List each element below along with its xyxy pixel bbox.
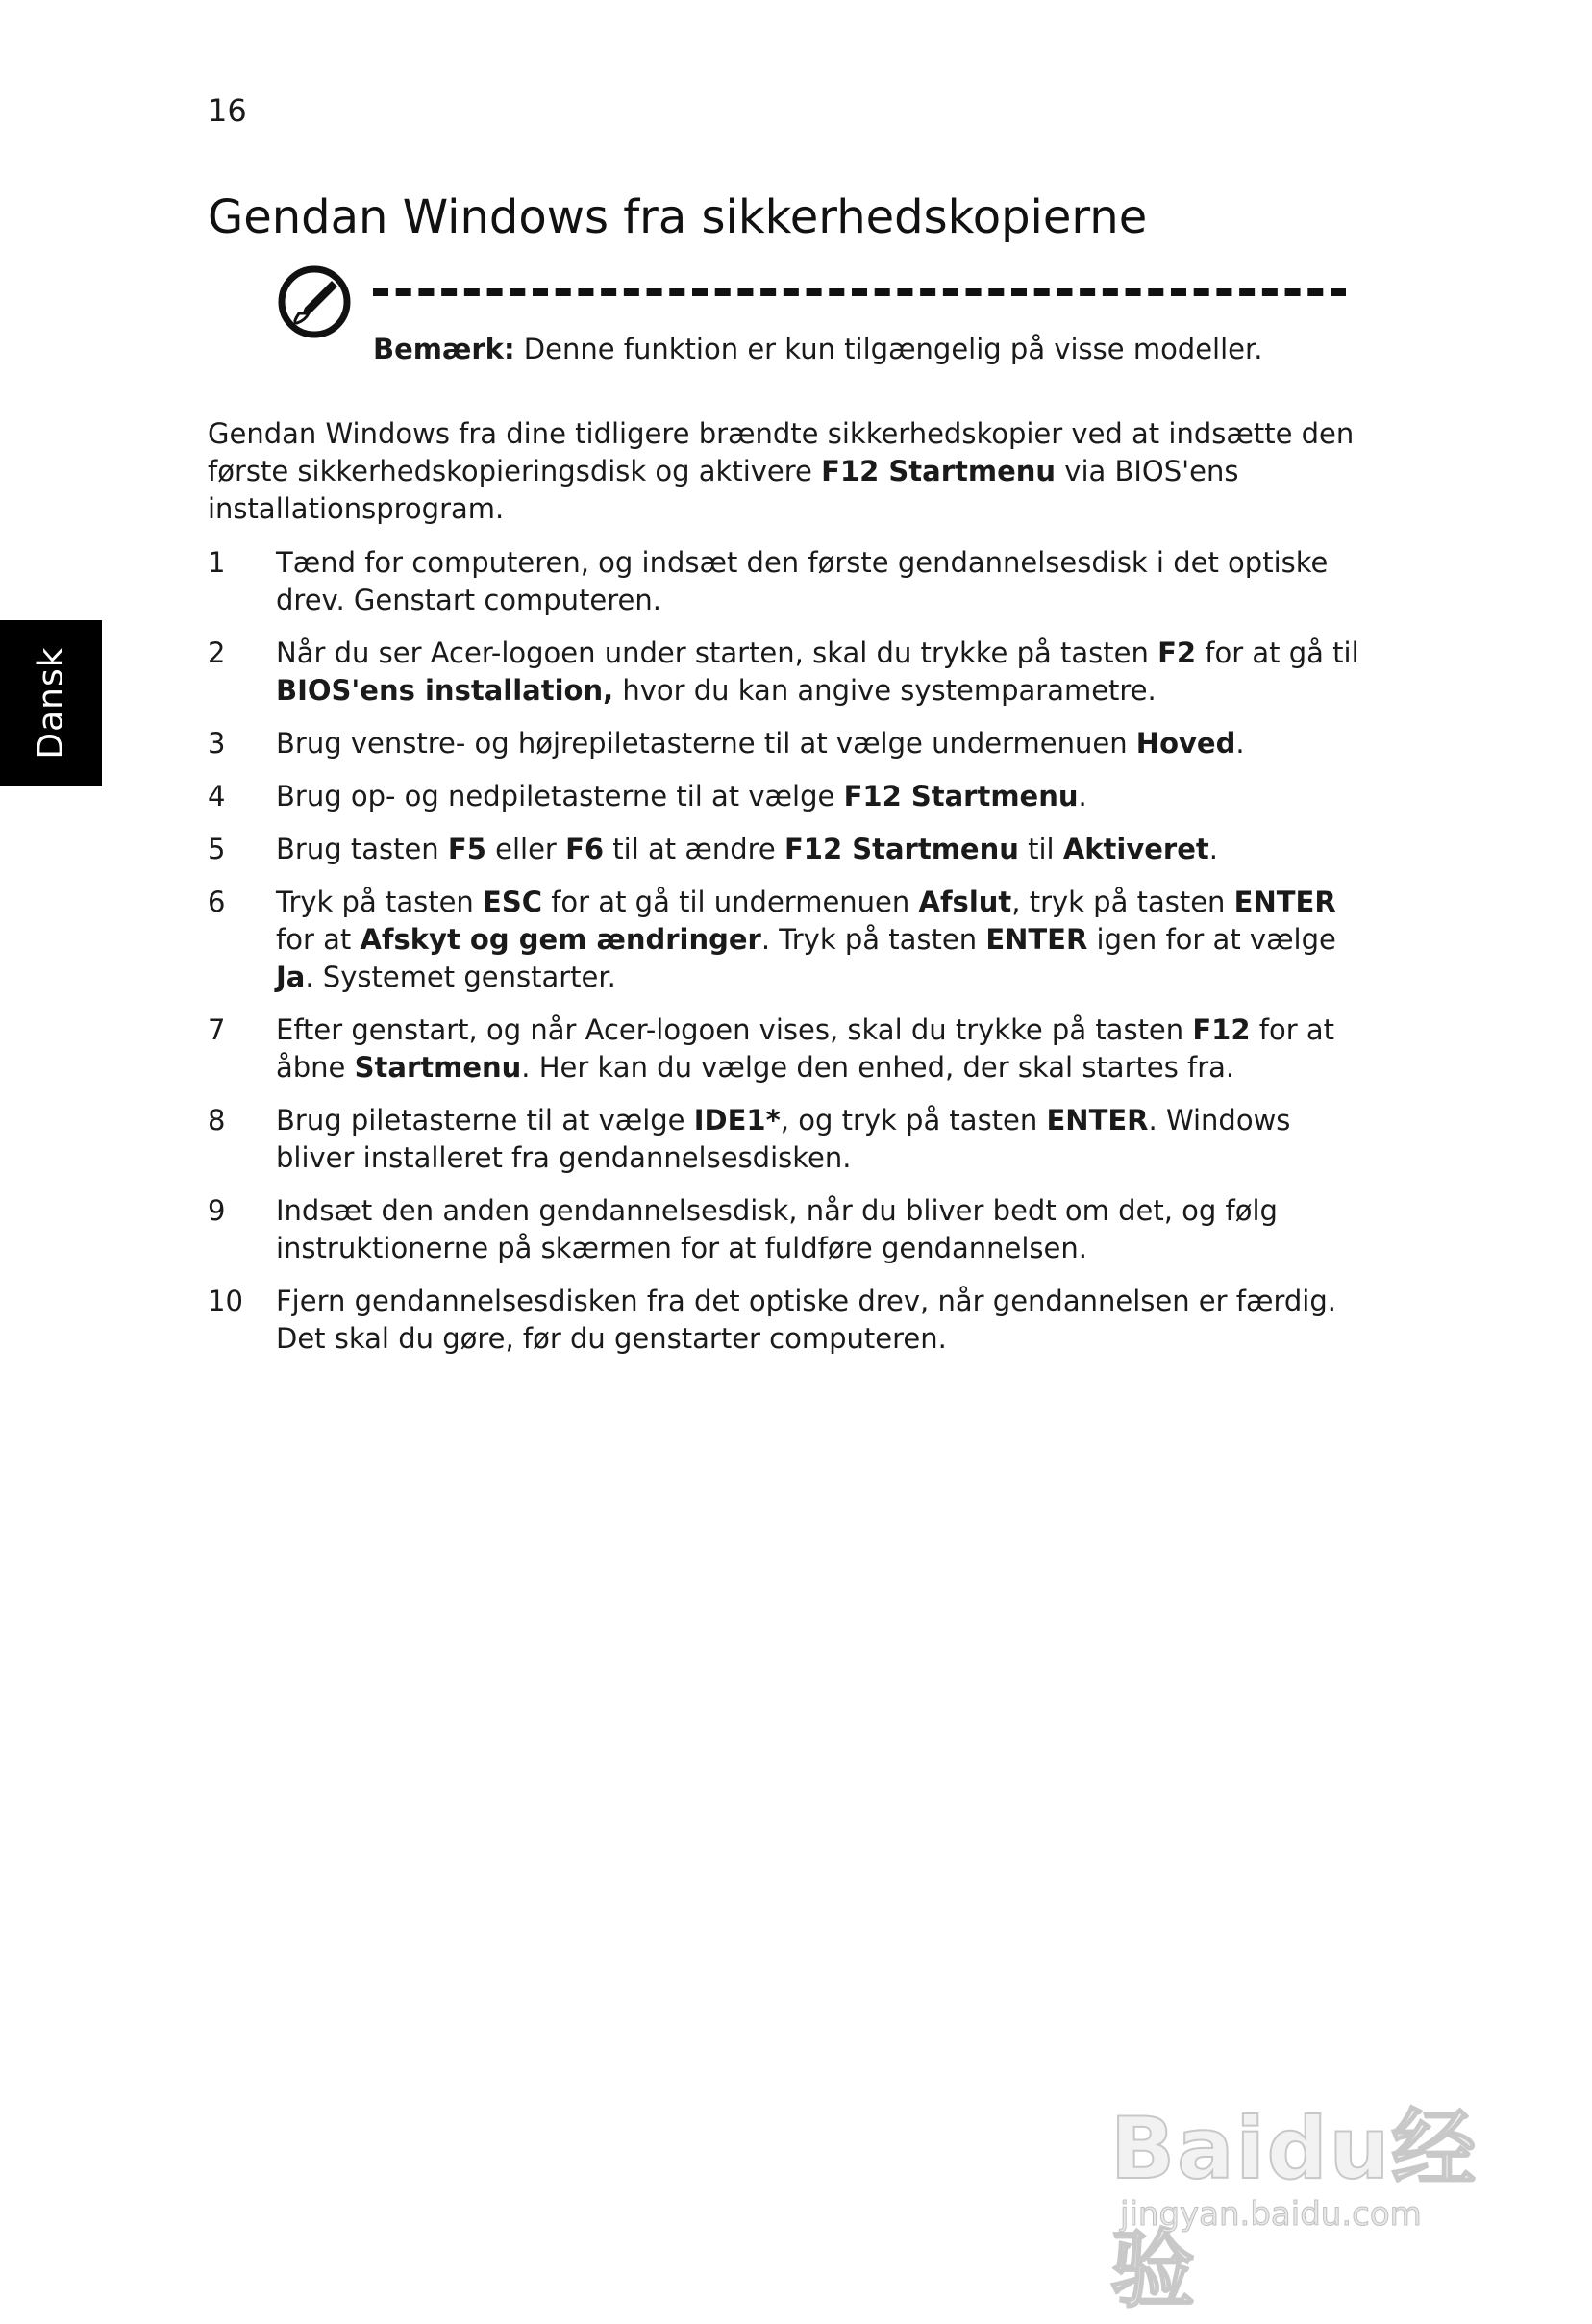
step-text-segment: . Her kan du vælge den enhed, der skal startes fra.: [521, 1051, 1235, 1084]
step-text-segment: Indsæt den anden gendannelsesdisk, når du bliver bedt om det, og følg instruktionerne på skærmen for at fuldføre gendannelsen.: [276, 1194, 1278, 1264]
step-keyword: F12 Startmenu: [843, 780, 1079, 812]
step-keyword: IDE1*: [693, 1104, 781, 1137]
step-text-segment: hvor du kan angive systemparametre.: [613, 674, 1157, 707]
step-keyword: Startmenu: [354, 1051, 522, 1084]
step-text-segment: . Windows bliver installeret fra gendannelsesdisken.: [276, 1104, 1291, 1174]
intro-paragraph: [208, 415, 1361, 528]
language-side-tab-label: Dansk: [31, 646, 71, 760]
step-text: [276, 635, 1361, 710]
step-text: [276, 884, 1361, 996]
step-text-segment: til at ændre: [604, 833, 784, 865]
step-text: [276, 1283, 1361, 1358]
step-item: [208, 544, 1361, 619]
step-text-segment: Tryk på tasten: [276, 886, 484, 918]
section-title: Gendan Windows fra sikkerhedskopierne: [208, 190, 1148, 244]
step-text: [276, 831, 1361, 868]
note-divider: [373, 288, 1346, 296]
step-number: 7: [208, 1013, 226, 1046]
step-keyword: F12 Startmenu: [784, 833, 1019, 865]
step-text: [276, 1012, 1361, 1087]
note-text: [373, 333, 1263, 365]
note-label: Bemærk:: [373, 333, 515, 365]
step-text-segment: Brug tasten: [276, 833, 448, 865]
step-number: 10: [208, 1285, 243, 1317]
step-keyword: ESC: [483, 886, 542, 918]
step-item: [208, 725, 1361, 762]
step-keyword: Afslut: [918, 886, 1012, 918]
page-number: 16: [208, 92, 247, 129]
step-keyword: Aktiveret: [1062, 833, 1209, 865]
step-keyword: ENTER: [985, 923, 1088, 956]
baidu-watermark: [1110, 2024, 1495, 2319]
step-text-segment: Fjern gendannelsesdisken fra det optiske drev, når gendannelsen er færdig. Det skal du gøre, før du genstarter computeren.: [276, 1285, 1336, 1355]
step-item: [208, 884, 1361, 996]
note-pen-icon: [276, 263, 353, 340]
step-text-segment: for at gå til: [1196, 637, 1359, 669]
step-text: [276, 544, 1361, 619]
step-text-segment: for at gå til undermenuen: [542, 886, 919, 918]
step-item: [208, 1102, 1361, 1177]
note-body: Denne funktion er kun tilgængelig på visse modeller.: [523, 333, 1263, 365]
step-text-segment: Brug venstre- og højrepiletasterne til at vælge undermenuen: [276, 727, 1136, 760]
step-item: [208, 1192, 1361, 1267]
step-text-segment: Brug piletasterne til at vælge: [276, 1104, 694, 1137]
step-keyword: F2: [1157, 637, 1197, 669]
step-item: [208, 778, 1361, 815]
step-text-segment: .: [1235, 727, 1245, 760]
step-text: [276, 1102, 1361, 1177]
step-number: 9: [208, 1194, 226, 1227]
step-number: 8: [208, 1104, 226, 1137]
step-text-segment: for at: [276, 923, 361, 956]
intro-text-segment: Gendan Windows fra dine tidligere brændte sikkerhedskopier ved at indsætte den første sikkerhedskopieringsdisk og aktivere: [208, 417, 1355, 487]
step-text: [276, 725, 1361, 762]
step-number: 6: [208, 886, 226, 918]
step-keyword: F5: [447, 833, 486, 865]
step-text-segment: igen for at vælge: [1087, 923, 1336, 956]
intro-text-segment: via BIOS'ens installationsprogram.: [208, 455, 1239, 525]
step-keyword: Ja: [276, 961, 306, 993]
step-item: [208, 831, 1361, 868]
watermark-logo: Baidu经验: [1110, 2099, 1479, 2319]
step-text: [276, 778, 1361, 815]
intro-text-segment: F12 Startmenu: [821, 455, 1057, 487]
steps-list: [208, 544, 1361, 1373]
step-text-segment: .: [1208, 833, 1218, 865]
step-text-segment: Tænd for computeren, og indsæt den første gendannelsesdisk i det optiske drev. Genstart computeren.: [276, 546, 1329, 616]
step-number: 2: [208, 637, 226, 669]
step-keyword: ENTER: [1046, 1104, 1149, 1137]
step-keyword: F12: [1192, 1013, 1251, 1046]
step-text-segment: .: [1078, 780, 1087, 812]
step-number: 4: [208, 780, 226, 812]
step-text: [276, 1192, 1361, 1267]
step-item: [208, 635, 1361, 710]
step-text-segment: . Systemet genstarter.: [305, 961, 616, 993]
step-text-segment: til: [1018, 833, 1063, 865]
step-text-segment: for at åbne: [276, 1013, 1334, 1084]
step-keyword: ENTER: [1233, 886, 1336, 918]
watermark-url: jingyan.baidu.com: [1120, 2195, 1422, 2234]
step-keyword: F6: [565, 833, 605, 865]
step-text-segment: Brug op- og nedpiletasterne til at vælge: [276, 780, 844, 812]
step-keyword: Afskyt og gem ændringer: [360, 923, 761, 956]
step-text-segment: . Tryk på tasten: [760, 923, 986, 956]
step-number: 1: [208, 546, 226, 579]
step-text-segment: Når du ser Acer-logoen under starten, skal du trykke på tasten: [276, 637, 1158, 669]
step-keyword: Hoved: [1135, 727, 1236, 760]
language-side-tab: [0, 620, 102, 786]
step-text-segment: , og tryk på tasten: [780, 1104, 1047, 1137]
step-number: 3: [208, 727, 226, 760]
step-text-segment: Efter genstart, og når Acer-logoen vises, skal du trykke på tasten: [276, 1013, 1193, 1046]
step-number: 5: [208, 833, 226, 865]
step-item: [208, 1283, 1361, 1358]
step-text-segment: eller: [485, 833, 566, 865]
step-item: [208, 1012, 1361, 1087]
step-keyword: BIOS'ens installation,: [276, 674, 614, 707]
step-text-segment: , tryk på tasten: [1011, 886, 1234, 918]
